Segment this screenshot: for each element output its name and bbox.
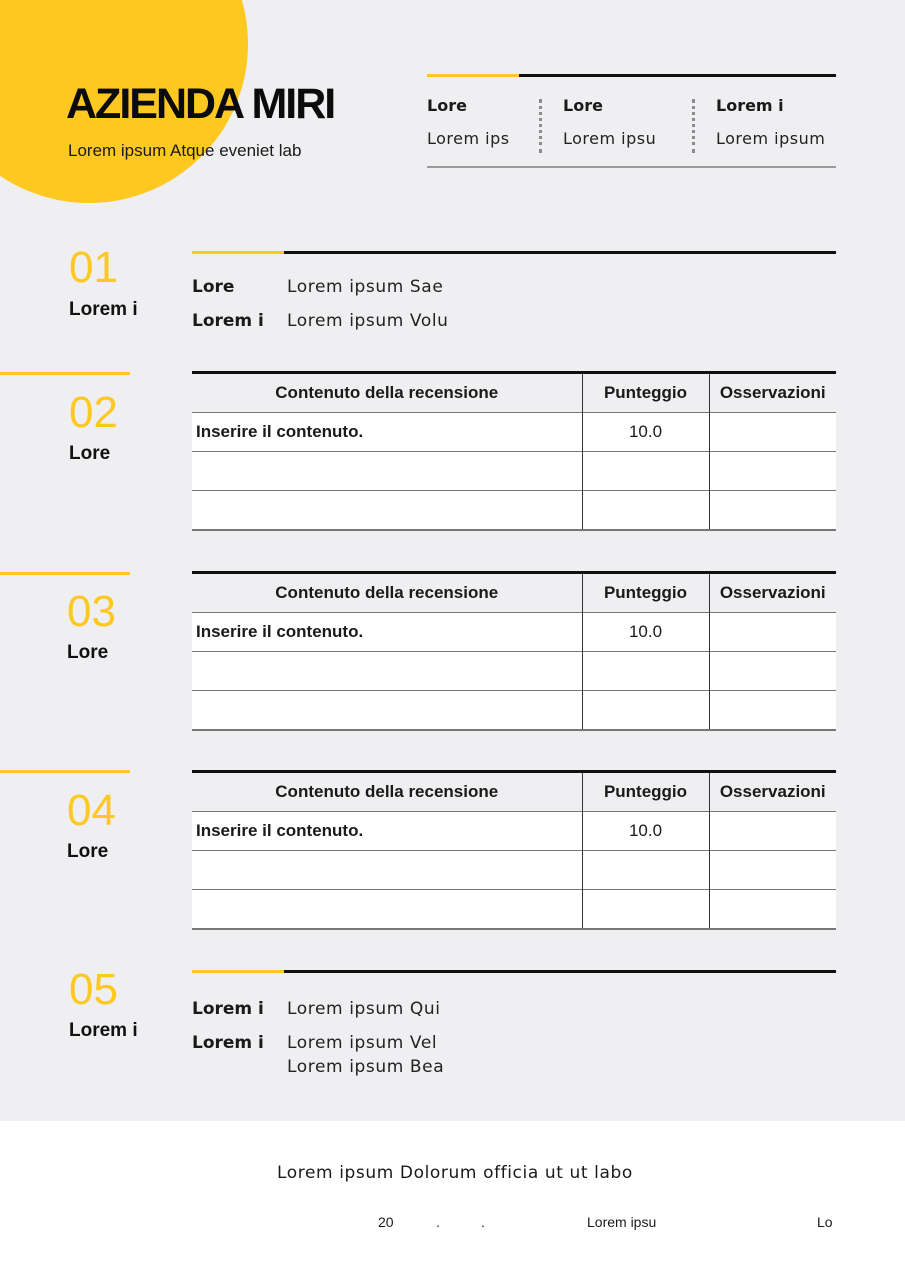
header-info-label: Lore	[427, 96, 467, 115]
table-row	[192, 652, 836, 691]
section-number: 04	[67, 786, 116, 835]
notes-cell[interactable]	[709, 413, 836, 452]
score-cell[interactable]: 10.0	[582, 812, 709, 851]
header-accent-bar	[427, 74, 519, 77]
notes-cell[interactable]	[709, 613, 836, 652]
signature-label: Lorem ipsu	[587, 1214, 657, 1230]
notes-cell[interactable]	[709, 890, 836, 929]
table-row	[192, 452, 836, 491]
column-header-score: Punteggio	[582, 373, 709, 413]
notes-cell[interactable]	[709, 652, 836, 691]
info-value: Lorem ipsum Vel	[287, 1033, 438, 1053]
date-separator: .	[436, 1214, 440, 1230]
info-value-line-2: Lorem ipsum Bea	[287, 1057, 445, 1077]
section-title: Lore	[69, 443, 111, 464]
table-row	[192, 613, 836, 652]
table-row	[192, 691, 836, 730]
info-value: Lorem ipsum Volu	[287, 311, 449, 331]
notes-cell[interactable]	[709, 452, 836, 491]
section-number: 05	[69, 965, 118, 1014]
notes-cell[interactable]	[709, 491, 836, 530]
notes-cell[interactable]	[709, 691, 836, 730]
section-number: 03	[67, 587, 116, 636]
footer-end-label: Lo	[817, 1214, 833, 1230]
section-title: Lore	[67, 841, 109, 862]
review-table	[192, 770, 836, 930]
column-header-content: Contenuto della recensione	[192, 373, 582, 413]
content-cell[interactable]: Inserire il contenuto.	[192, 613, 582, 652]
date-separator: .	[481, 1214, 485, 1230]
column-header-notes: Osservazioni	[709, 772, 836, 812]
date-year: 20	[378, 1214, 394, 1230]
info-value: Lorem ipsum Sae	[287, 277, 444, 297]
table-row	[192, 413, 836, 452]
section-top-rule	[192, 251, 836, 254]
score-cell[interactable]	[582, 652, 709, 691]
notes-cell[interactable]	[709, 851, 836, 890]
header-info-value: Lorem ips	[427, 129, 510, 148]
review-table	[192, 371, 836, 531]
column-header-score: Punteggio	[582, 573, 709, 613]
footer-statement: Lorem ipsum Dolorum officia ut ut labo	[277, 1163, 633, 1183]
info-key: Lorem i	[192, 999, 264, 1019]
content-cell[interactable]	[192, 452, 582, 491]
table-row	[192, 890, 836, 929]
score-cell[interactable]	[582, 691, 709, 730]
section-title: Lorem i	[69, 1020, 138, 1041]
column-header-notes: Osservazioni	[709, 573, 836, 613]
footer	[0, 1121, 905, 1280]
score-cell[interactable]	[582, 851, 709, 890]
header-info-value: Lorem ipsu	[563, 129, 657, 148]
section-accent-bar	[192, 251, 284, 254]
column-header-notes: Osservazioni	[709, 373, 836, 413]
section-accent-bar	[192, 970, 284, 973]
section-title: Lorem i	[69, 299, 138, 320]
content-cell[interactable]	[192, 890, 582, 929]
table-row	[192, 812, 836, 851]
column-header-score: Punteggio	[582, 772, 709, 812]
section-number: 02	[69, 388, 118, 437]
column-header-content: Contenuto della recensione	[192, 772, 582, 812]
content-cell[interactable]	[192, 491, 582, 530]
table-row	[192, 851, 836, 890]
score-cell[interactable]	[582, 890, 709, 929]
review-table	[192, 571, 836, 731]
content-cell[interactable]	[192, 652, 582, 691]
section-title: Lore	[67, 642, 109, 663]
section-accent-bar	[0, 572, 130, 575]
info-key: Lorem i	[192, 1033, 264, 1053]
header-info-label: Lorem i	[716, 96, 784, 115]
notes-cell[interactable]	[709, 812, 836, 851]
info-key: Lorem i	[192, 311, 264, 331]
score-cell[interactable]	[582, 491, 709, 530]
info-key: Lore	[192, 277, 235, 297]
score-cell[interactable]: 10.0	[582, 613, 709, 652]
company-name: AZIENDA MIRI	[66, 80, 335, 128]
table-row	[192, 491, 836, 530]
header-info-box	[427, 74, 836, 168]
company-tagline: Lorem ipsum Atque eveniet lab	[68, 141, 302, 160]
info-value: Lorem ipsum Qui	[287, 999, 441, 1019]
section-top-rule	[192, 970, 836, 973]
header-info-value: Lorem ipsum	[716, 129, 826, 148]
section-number: 01	[69, 243, 118, 292]
score-cell[interactable]: 10.0	[582, 413, 709, 452]
score-cell[interactable]	[582, 452, 709, 491]
header-info-label: Lore	[563, 96, 603, 115]
section-accent-bar	[0, 372, 130, 375]
dotted-divider	[692, 99, 695, 153]
content-cell[interactable]	[192, 691, 582, 730]
content-cell[interactable]	[192, 851, 582, 890]
section-accent-bar	[0, 770, 130, 773]
content-cell[interactable]: Inserire il contenuto.	[192, 413, 582, 452]
dotted-divider	[539, 99, 542, 153]
column-header-content: Contenuto della recensione	[192, 573, 582, 613]
content-cell[interactable]: Inserire il contenuto.	[192, 812, 582, 851]
